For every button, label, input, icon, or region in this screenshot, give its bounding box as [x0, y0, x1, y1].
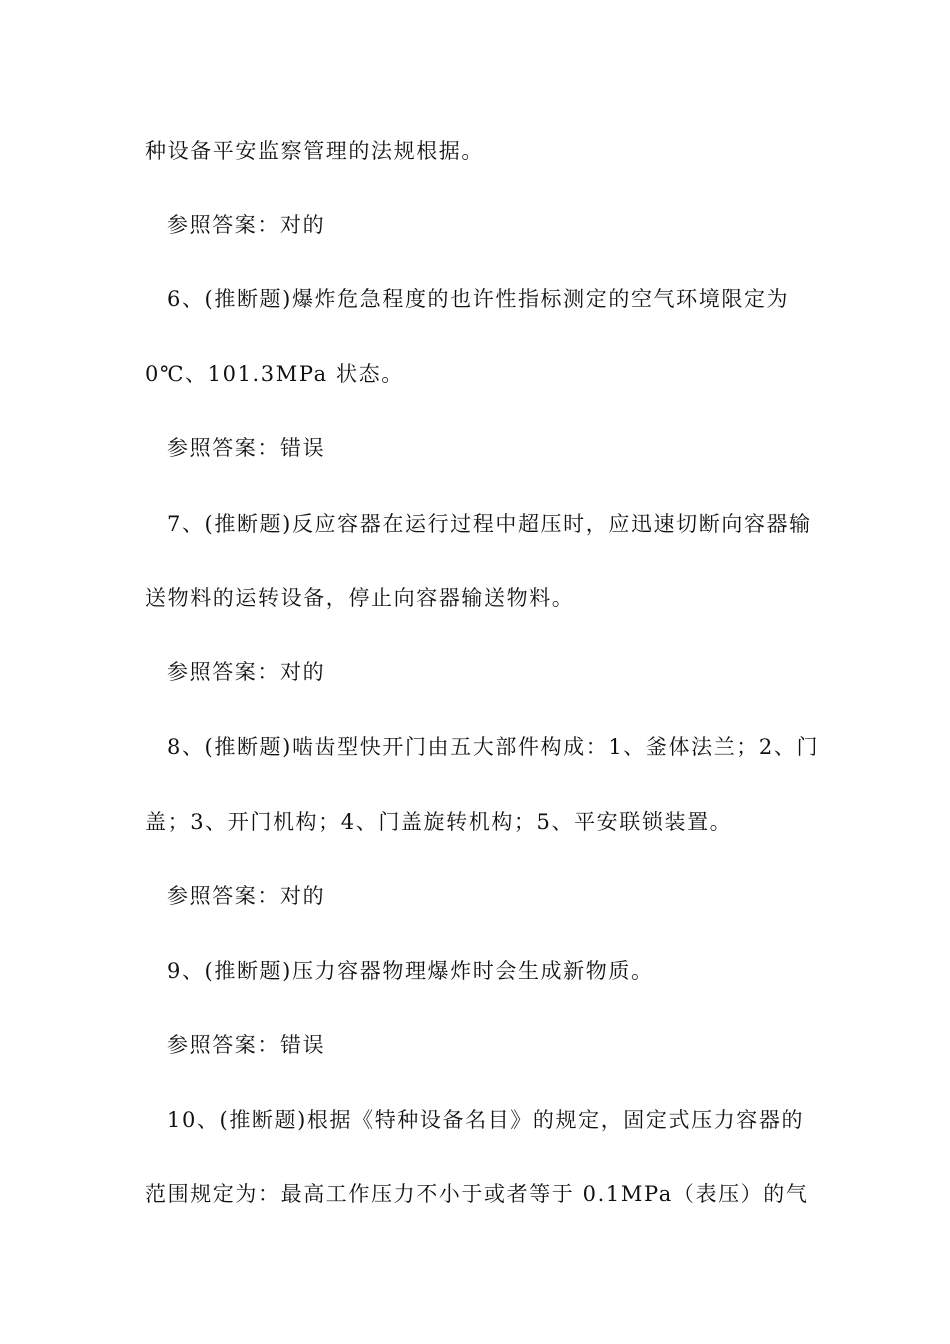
answer-line: 参照答案：错误 [167, 1033, 326, 1057]
question-9-line-1: 9、(推断题)压力容器物理爆炸时会生成新物质。 [167, 959, 654, 983]
answer-line: 参照答案：对的 [167, 213, 326, 237]
question-6-line-1: 6、(推断题)爆炸危急程度的也许性指标测定的空气环境限定为 [167, 287, 790, 311]
question-10-line-1: 10、(推断题)根据《特种设备名目》的规定，固定式压力容器的 [167, 1108, 805, 1132]
question-6-line-2: 0℃、101.3MPa 状态。 [145, 362, 404, 386]
paragraph-continuation: 种设备平安监察管理的法规根据。 [145, 139, 484, 163]
answer-line: 参照答案：对的 [167, 660, 326, 684]
question-8-line-2: 盖；3、开门机构；4、门盖旋转机构；5、平安联锁装置。 [145, 810, 733, 834]
answer-line: 参照答案：错误 [167, 436, 326, 460]
question-7-line-1: 7、(推断题)反应容器在运行过程中超压时，应迅速切断向容器输 [167, 512, 812, 536]
question-10-line-2: 范围规定为：最高工作压力不小于或者等于 0.1MPa（表压）的气 [145, 1182, 809, 1206]
question-7-line-2: 送物料的运转设备，停止向容器输送物料。 [145, 586, 575, 610]
answer-line: 参照答案：对的 [167, 884, 326, 908]
question-8-line-1: 8、(推断题)啮齿型快开门由五大部件构成：1、釜体法兰；2、门 [167, 735, 820, 759]
